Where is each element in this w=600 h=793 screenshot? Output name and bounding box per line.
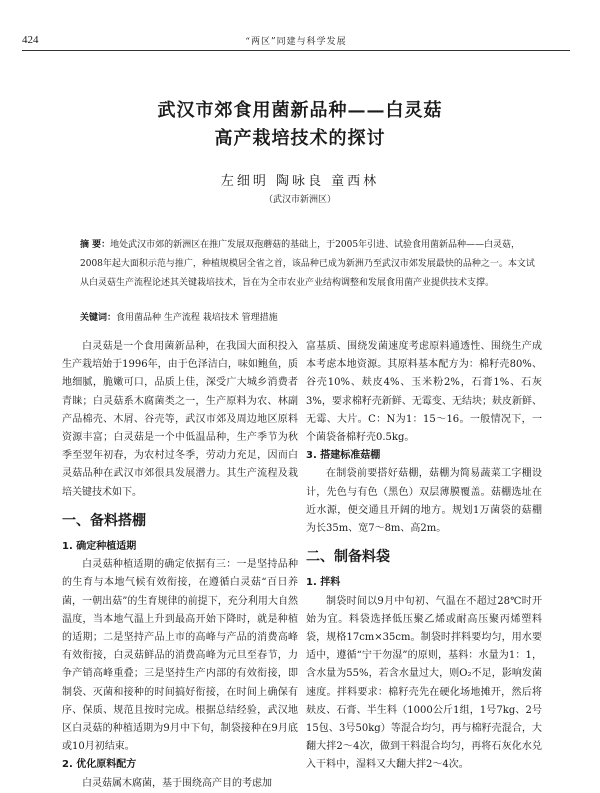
- authors: 左细明 陶咏良 童西林: [220, 174, 380, 189]
- right-column: [306, 338, 542, 775]
- intro-paragraph: 白灵菇是一个食用菌新品种，在我国大面积投入生产栽培始于1996年，由于色泽洁白，味如鲍鱼，质地细腻，脆嫩可口，品质上佳，深受广大城乡消费者青睐；白灵菇系木腐菌类之一，生产原料为农、林副产品棉壳、木屑、谷壳等，武汉市郊及周边地区原料资源丰富；白灵菇是一个中低温品种，生产季节为秋季至翌年初春，为农村过冬季，劳动力充足，因而白灵菇品种在武汉市郊很具发展潜力。其生产流程及栽培关键技术如下。: [62, 341, 298, 498]
- keywords-label: 关键词：: [80, 313, 117, 323]
- subheading-2: 2. 优化原料配方: [62, 759, 137, 771]
- running-header: [22, 34, 570, 51]
- abstract-text: 地处武汉市郊的新洲区在推广发展双孢蘑菇的基础上，于2005年引进、试验食用菌新品种——白灵菇，2008年起大面积示范与推广，种植规模居全省之首，该品种已成为新洲乃至武汉市郊发展最快的品种之一。本文试从白灵菇生产流程论述其关键栽培技术，旨在为全市农业产业结构调整和发展食用菌产业提供技术支撑。: [80, 240, 535, 288]
- subheading-3: 3. 搭建标准菇棚: [306, 450, 381, 462]
- affiliation: （武汉市新洲区）: [263, 195, 336, 205]
- subheading-4: 1. 拌料: [306, 577, 341, 589]
- section-heading-1: 一、备料搭棚: [62, 512, 146, 529]
- paper-title-line1: 武汉市郊食用菌新品种——白灵菇: [157, 100, 443, 121]
- section-heading-2: 二、制备料袋: [306, 549, 390, 566]
- paragraph: 白灵菇种植适期的确定依据有三：一是坚持品种的生育与本地气候有效衔接，在遵循白灵菇“百日养菌，一朝出菇”的生育规律的前提下，充分利用大自然温度，当本地气温上升到最高开始下降时，就是种植的适期；二是坚持产品上市的高峰与产品的消费高峰有效衔接，白灵菇鲜品的消费高峰为元旦至春节，力争产销高峰重叠；三是坚持生产内部的有效衔接，即制袋、灭菌和接种的时间搞好衔接，在时间上确保有序、保质、规范且按时完成。根据总结经验，武汉地区白灵菇的种植适期为9月中下旬，制袋接种在9月底或10月初结束。: [62, 559, 298, 753]
- subheading-1: 1. 确定种植适期: [62, 541, 137, 553]
- keywords: [80, 310, 540, 323]
- left-column: [62, 338, 298, 793]
- keywords-text: 食用菌品种 生产流程 栽培技术 管理措施: [116, 313, 278, 323]
- page-number: 424: [22, 34, 39, 46]
- paragraph: 在制袋前要搭好菇棚，菇棚为简易蔬菜工字棚设计，先色与有色（黑色）双层薄膜覆盖。菇棚选址在近水源，便交通且开阔的地方。规划1万菌袋的菇棚为长35m、宽7～8m、高2m。: [306, 468, 542, 535]
- paper-title-line2: 高产栽培技术的探讨: [214, 128, 386, 149]
- abstract-label: 摘 要：: [80, 240, 111, 250]
- paragraph: 富基质、围绕发菌速度考虑原料通透性、围绕生产成本考虑本地资源。其原料基本配方为：棉籽壳80%、谷壳10%、麸皮4%、玉米粉2%，石膏1%、石灰3%，要求棉籽壳新鲜、无霉变、无结块；麸皮新鲜、无霉、大片。C：N为1：15～16。一般情况下，一个菌袋备棉籽壳0.5kg。: [306, 341, 542, 444]
- abstract: [80, 236, 540, 293]
- journal-title: “两区”同建与科学发展: [245, 37, 347, 47]
- paragraph: 白灵菇属木腐菌，基于围绕高产目的考虑加: [82, 777, 272, 789]
- paragraph: 制袋时间以9月中旬初、气温在不超过28℃时开始为宜。料袋选择低压聚乙烯或耐高压聚丙烯塑料袋，规格17cm×35cm。制袋时拌料要均匀，用水要适中，遵循“宁干勿湿”的原则，基料：水量为1：1，含水量为55%，若含水量过大，则O₂不足，影响发菌速度。拌料要求：棉籽壳先在硬化场地摊开，然后将麸皮、石膏、半生料（1000公斤1组，1号7kg、2号15包、3号50kg）等混合均匀，再与棉籽壳混合，大翻大拌2～4次，做到干料混合均匀，再将石灰化水兑入干料中，湿料又大翻大拌2～4次。: [306, 595, 542, 771]
